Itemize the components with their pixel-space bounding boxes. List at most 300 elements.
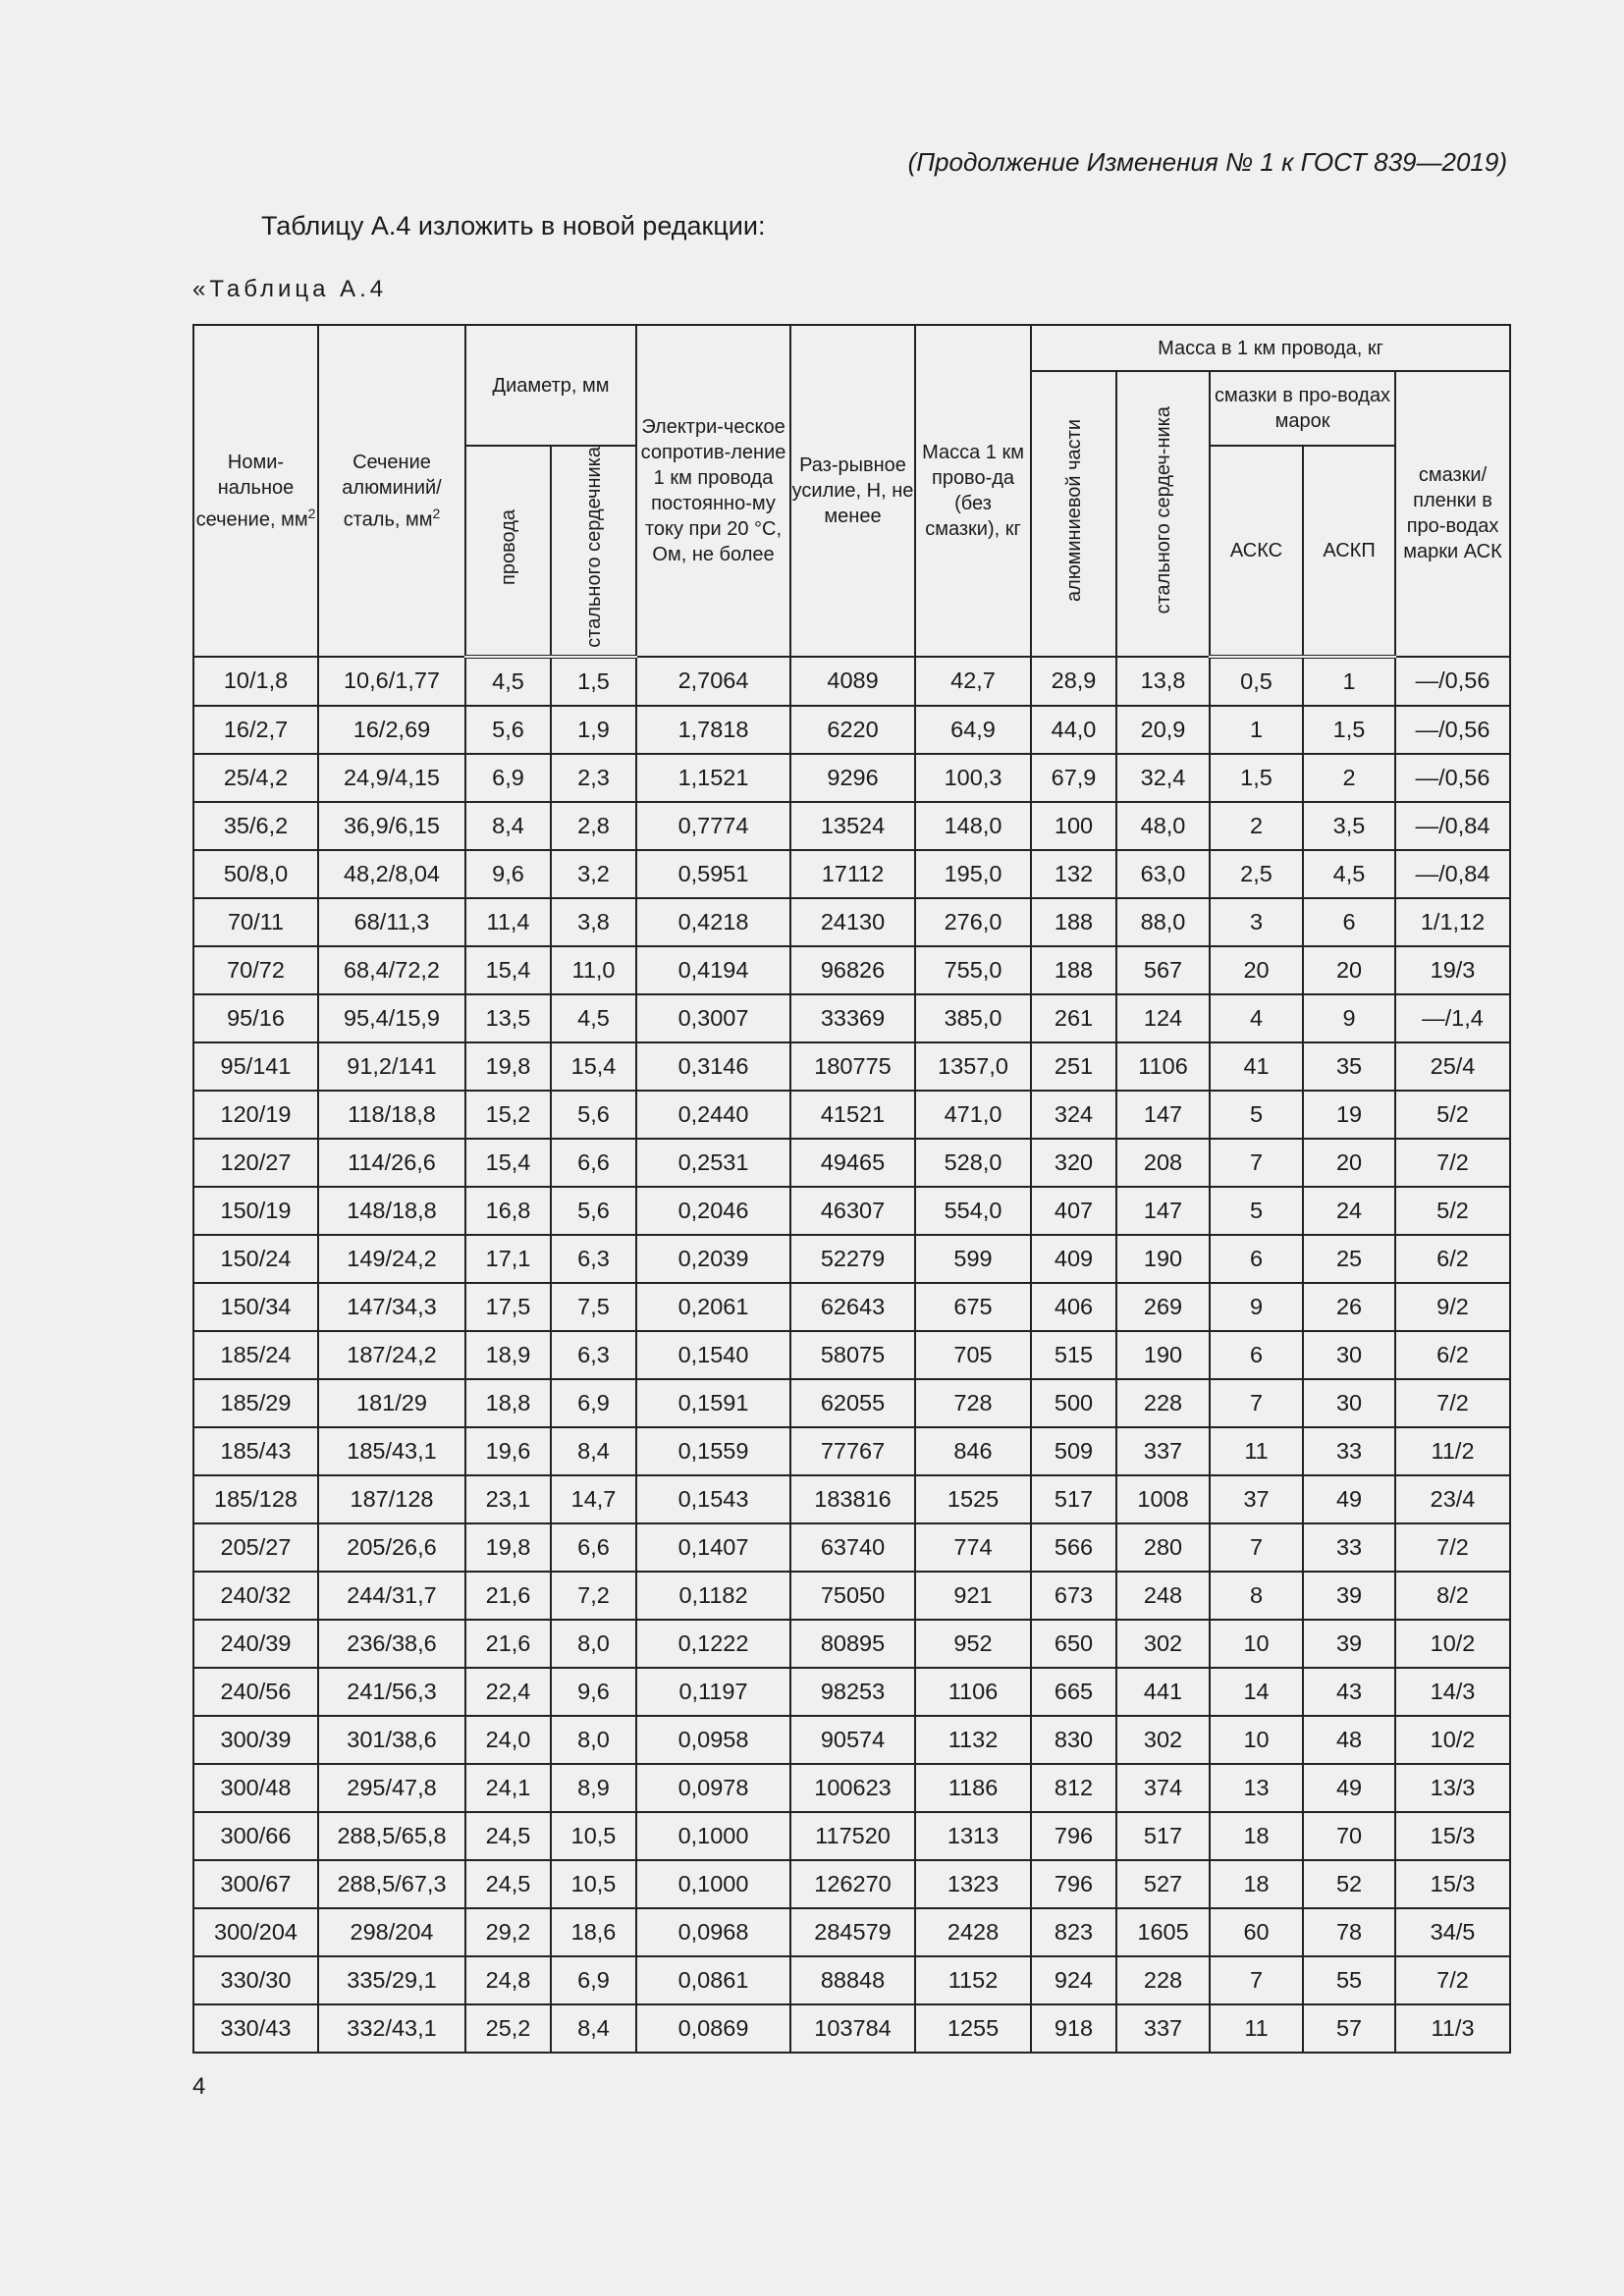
table-cell: 205/27 xyxy=(193,1523,318,1572)
table-cell: 952 xyxy=(915,1620,1031,1668)
table-cell: 0,5 xyxy=(1210,657,1303,706)
table-cell: 6,3 xyxy=(551,1235,636,1283)
table-cell: 95/16 xyxy=(193,994,318,1042)
table-cell: 337 xyxy=(1116,2004,1210,2053)
header-diameter-wire: провода xyxy=(465,446,551,657)
table-cell: 7/2 xyxy=(1395,1139,1510,1187)
table-cell: 185/29 xyxy=(193,1379,318,1427)
table-cell: 1/1,12 xyxy=(1395,898,1510,946)
table-cell: 335/29,1 xyxy=(318,1956,465,2004)
table-cell: 295/47,8 xyxy=(318,1764,465,1812)
table-cell: 228 xyxy=(1116,1379,1210,1427)
table-cell: 240/56 xyxy=(193,1668,318,1716)
table-cell: 91,2/141 xyxy=(318,1042,465,1091)
table-cell: 3,5 xyxy=(1303,802,1395,850)
table-cell: 147 xyxy=(1116,1187,1210,1235)
table-cell: 15,4 xyxy=(465,1139,551,1187)
table-cell: 10 xyxy=(1210,1716,1303,1764)
table-cell: 599 xyxy=(915,1235,1031,1283)
table-cell: 149/24,2 xyxy=(318,1235,465,1283)
table-row xyxy=(193,1523,1510,1572)
table-cell: 7 xyxy=(1210,1379,1303,1427)
table-cell: 24,8 xyxy=(465,1956,551,2004)
table-cell: 32,4 xyxy=(1116,754,1210,802)
header-diameter: Диаметр, мм xyxy=(465,325,636,446)
table-cell: 774 xyxy=(915,1523,1031,1572)
table-cell: 68,4/72,2 xyxy=(318,946,465,994)
table-cell: 0,2046 xyxy=(636,1187,790,1235)
table-cell: 13 xyxy=(1210,1764,1303,1812)
header-ackp: АСКП xyxy=(1303,446,1395,657)
table-cell: 11,0 xyxy=(551,946,636,994)
table-cell: 300/67 xyxy=(193,1860,318,1908)
table-cell: 68/11,3 xyxy=(318,898,465,946)
table-cell: 24 xyxy=(1303,1187,1395,1235)
table-cell: 75050 xyxy=(790,1572,915,1620)
table-cell: 188 xyxy=(1031,898,1116,946)
table-cell: 62643 xyxy=(790,1283,915,1331)
header-resistance: Электри-ческое сопротив-ление 1 км провода постоянно-му току при 20 °С, Ом, не более xyxy=(636,325,790,657)
table-cell: 205/26,6 xyxy=(318,1523,465,1572)
table-cell: 126270 xyxy=(790,1860,915,1908)
header-nominal-section: Номи-нальное сечение, $мм^2$ xyxy=(193,325,318,657)
table-cell: 185/43 xyxy=(193,1427,318,1475)
table-row xyxy=(193,2004,1510,2053)
table-cell: 20 xyxy=(1210,946,1303,994)
table-cell: 24,5 xyxy=(465,1860,551,1908)
table-cell: 120/19 xyxy=(193,1091,318,1139)
table-row xyxy=(193,946,1510,994)
table-cell: 0,4194 xyxy=(636,946,790,994)
table-cell: 185/43,1 xyxy=(318,1427,465,1475)
table-cell: 180775 xyxy=(790,1042,915,1091)
table-cell: 566 xyxy=(1031,1523,1116,1572)
table-cell: 515 xyxy=(1031,1331,1116,1379)
table-cell: 150/34 xyxy=(193,1283,318,1331)
table-cell: 39 xyxy=(1303,1572,1395,1620)
table-cell: 9296 xyxy=(790,754,915,802)
table-cell: 70 xyxy=(1303,1812,1395,1860)
table-cell: 0,1407 xyxy=(636,1523,790,1572)
table-cell: 48,2/8,04 xyxy=(318,850,465,898)
table-row xyxy=(193,1235,1510,1283)
table-cell: 10 xyxy=(1210,1620,1303,1668)
header-grease-film-ack: смазки/ пленки в про-водах марки АСК xyxy=(1395,371,1510,657)
table-cell: 190 xyxy=(1116,1235,1210,1283)
table-cell: 24,1 xyxy=(465,1764,551,1812)
table-cell: 5 xyxy=(1210,1091,1303,1139)
table-cell: 48 xyxy=(1303,1716,1395,1764)
table-cell: 0,1540 xyxy=(636,1331,790,1379)
header-mass-aluminium: алюминиевой части xyxy=(1031,371,1116,657)
table-cell: 1106 xyxy=(915,1668,1031,1716)
header-mass-no-grease: Масса 1 км прово-да (без смазки), кг xyxy=(915,325,1031,657)
table-cell: 6,9 xyxy=(551,1956,636,2004)
table-cell: 41 xyxy=(1210,1042,1303,1091)
table-cell: 1 xyxy=(1303,657,1395,706)
table-row xyxy=(193,1139,1510,1187)
table-cell: 15,4 xyxy=(465,946,551,994)
table-cell: 1,7818 xyxy=(636,706,790,754)
table-cell: 16/2,7 xyxy=(193,706,318,754)
table-cell: 248 xyxy=(1116,1572,1210,1620)
table-cell: 528,0 xyxy=(915,1139,1031,1187)
table-cell: 46307 xyxy=(790,1187,915,1235)
table-cell: 409 xyxy=(1031,1235,1116,1283)
table-cell: 812 xyxy=(1031,1764,1116,1812)
table-cell: 1,5 xyxy=(551,657,636,706)
table-cell: 921 xyxy=(915,1572,1031,1620)
table-cell: 63,0 xyxy=(1116,850,1210,898)
table-cell: 208 xyxy=(1116,1139,1210,1187)
table-cell: 554,0 xyxy=(915,1187,1031,1235)
table-cell: 830 xyxy=(1031,1716,1116,1764)
table-cell: 132 xyxy=(1031,850,1116,898)
table-cell: 95,4/15,9 xyxy=(318,994,465,1042)
table-cell: 52 xyxy=(1303,1860,1395,1908)
table-cell: —/0,56 xyxy=(1395,706,1510,754)
table-cell: 57 xyxy=(1303,2004,1395,2053)
table-row xyxy=(193,1812,1510,1860)
table-cell: 3,8 xyxy=(551,898,636,946)
table-cell: 284579 xyxy=(790,1908,915,1956)
table-cell: 49465 xyxy=(790,1139,915,1187)
table-cell: 39 xyxy=(1303,1620,1395,1668)
table-cell: 150/19 xyxy=(193,1187,318,1235)
table-cell: 6,9 xyxy=(551,1379,636,1427)
table-cell: 300/39 xyxy=(193,1716,318,1764)
table-cell: 7 xyxy=(1210,1956,1303,2004)
table-cell: 118/18,8 xyxy=(318,1091,465,1139)
table-row xyxy=(193,898,1510,946)
table-cell: 300/204 xyxy=(193,1908,318,1956)
table-cell: 7/2 xyxy=(1395,1956,1510,2004)
table-cell: 8,9 xyxy=(551,1764,636,1812)
table-cell: 25,2 xyxy=(465,2004,551,2053)
table-cell: 1,5 xyxy=(1303,706,1395,754)
table-cell: 11/2 xyxy=(1395,1427,1510,1475)
table-cell: 18,9 xyxy=(465,1331,551,1379)
table-cell: 1,1521 xyxy=(636,754,790,802)
table-cell: 320 xyxy=(1031,1139,1116,1187)
table-cell: 35 xyxy=(1303,1042,1395,1091)
table-cell: 1186 xyxy=(915,1764,1031,1812)
table-cell: 509 xyxy=(1031,1427,1116,1475)
table-cell: —/0,56 xyxy=(1395,657,1510,706)
table-cell: 0,0968 xyxy=(636,1908,790,1956)
table-cell: 8,4 xyxy=(465,802,551,850)
table-cell: 23,1 xyxy=(465,1475,551,1523)
table-cell: 6,6 xyxy=(551,1139,636,1187)
page-number: 4 xyxy=(192,2073,206,2100)
table-cell: 1,5 xyxy=(1210,754,1303,802)
table-cell: 148/18,8 xyxy=(318,1187,465,1235)
table-cell: 517 xyxy=(1116,1812,1210,1860)
table-cell: 22,4 xyxy=(465,1668,551,1716)
table-cell: 0,1182 xyxy=(636,1572,790,1620)
table-cell: 9 xyxy=(1210,1283,1303,1331)
table-cell: 298/204 xyxy=(318,1908,465,1956)
table-cell: 2,7064 xyxy=(636,657,790,706)
table-row xyxy=(193,657,1510,706)
table-cell: 0,1222 xyxy=(636,1620,790,1668)
table-cell: 183816 xyxy=(790,1475,915,1523)
table-cell: 24,5 xyxy=(465,1812,551,1860)
table-row xyxy=(193,1091,1510,1139)
table-cell: 5,6 xyxy=(551,1187,636,1235)
table-cell: —/0,84 xyxy=(1395,850,1510,898)
table-cell: 2 xyxy=(1210,802,1303,850)
table-cell: 58075 xyxy=(790,1331,915,1379)
table-cell: 7 xyxy=(1210,1523,1303,1572)
table-cell: 24,0 xyxy=(465,1716,551,1764)
table-cell: 17,1 xyxy=(465,1235,551,1283)
table-cell: 471,0 xyxy=(915,1091,1031,1139)
table-cell: 650 xyxy=(1031,1620,1116,1668)
table-cell: 244/31,7 xyxy=(318,1572,465,1620)
table-cell: 276,0 xyxy=(915,898,1031,946)
table-cell: 0,1197 xyxy=(636,1668,790,1716)
table-cell: 0,1000 xyxy=(636,1860,790,1908)
table-cell: 6,6 xyxy=(551,1523,636,1572)
table-cell: 6,9 xyxy=(465,754,551,802)
table-cell: 1152 xyxy=(915,1956,1031,2004)
table-row xyxy=(193,1668,1510,1716)
header-grease-group: смазки в про-водах марок xyxy=(1210,371,1395,446)
table-cell: 147 xyxy=(1116,1091,1210,1139)
table-cell: 181/29 xyxy=(318,1379,465,1427)
table-cell: 18 xyxy=(1210,1860,1303,1908)
table-cell: 120/27 xyxy=(193,1139,318,1187)
table-cell: 7,2 xyxy=(551,1572,636,1620)
table-cell: 10/2 xyxy=(1395,1716,1510,1764)
table-row xyxy=(193,1187,1510,1235)
table-cell: 16,8 xyxy=(465,1187,551,1235)
table-cell: 29,2 xyxy=(465,1908,551,1956)
table-row xyxy=(193,1620,1510,1668)
table-cell: 19,8 xyxy=(465,1523,551,1572)
table-cell: 33 xyxy=(1303,1427,1395,1475)
table-cell: 5/2 xyxy=(1395,1091,1510,1139)
table-cell: 918 xyxy=(1031,2004,1116,2053)
table-cell: 1,9 xyxy=(551,706,636,754)
table-row xyxy=(193,1331,1510,1379)
table-cell: 114/26,6 xyxy=(318,1139,465,1187)
table-cell: 62055 xyxy=(790,1379,915,1427)
table-cell: 6 xyxy=(1303,898,1395,946)
table-cell: 240/39 xyxy=(193,1620,318,1668)
table-cell: 150/24 xyxy=(193,1235,318,1283)
table-cell: 0,1000 xyxy=(636,1812,790,1860)
table-cell: 4,5 xyxy=(1303,850,1395,898)
table-cell: 148,0 xyxy=(915,802,1031,850)
table-cell: 1 xyxy=(1210,706,1303,754)
table-cell: 190 xyxy=(1116,1331,1210,1379)
table-cell: 36,9/6,15 xyxy=(318,802,465,850)
table-cell: 19/3 xyxy=(1395,946,1510,994)
table-cell: —/0,56 xyxy=(1395,754,1510,802)
table-cell: 18,8 xyxy=(465,1379,551,1427)
table-cell: 100623 xyxy=(790,1764,915,1812)
table-cell: 98253 xyxy=(790,1668,915,1716)
table-cell: 10,5 xyxy=(551,1860,636,1908)
table-cell: —/0,84 xyxy=(1395,802,1510,850)
table-cell: 48,0 xyxy=(1116,802,1210,850)
table-cell: 280 xyxy=(1116,1523,1210,1572)
table-cell: 7/2 xyxy=(1395,1523,1510,1572)
table-cell: 4089 xyxy=(790,657,915,706)
table-row xyxy=(193,1908,1510,1956)
table-cell: 7/2 xyxy=(1395,1379,1510,1427)
table-cell: 11 xyxy=(1210,2004,1303,2053)
table-cell: 5,6 xyxy=(551,1091,636,1139)
table-cell: 10/2 xyxy=(1395,1620,1510,1668)
table-cell: 10,5 xyxy=(551,1812,636,1860)
table-cell: 42,7 xyxy=(915,657,1031,706)
table-cell: 2,8 xyxy=(551,802,636,850)
table-cell: 64,9 xyxy=(915,706,1031,754)
table-cell: 44,0 xyxy=(1031,706,1116,754)
table-cell: 240/32 xyxy=(193,1572,318,1620)
table-cell: 2,3 xyxy=(551,754,636,802)
table-cell: 14 xyxy=(1210,1668,1303,1716)
table-cell: 5/2 xyxy=(1395,1187,1510,1235)
table-cell: 1132 xyxy=(915,1716,1031,1764)
table-cell: 0,0861 xyxy=(636,1956,790,2004)
table-cell: 6/2 xyxy=(1395,1331,1510,1379)
table-cell: 241/56,3 xyxy=(318,1668,465,1716)
table-cell: 288,5/65,8 xyxy=(318,1812,465,1860)
table-row xyxy=(193,850,1510,898)
table-row xyxy=(193,802,1510,850)
table-cell: 17,5 xyxy=(465,1283,551,1331)
table-cell: 13,8 xyxy=(1116,657,1210,706)
table-cell: 15,2 xyxy=(465,1091,551,1139)
table-cell: 8,0 xyxy=(551,1716,636,1764)
table-cell: 755,0 xyxy=(915,946,1031,994)
table-cell: 1255 xyxy=(915,2004,1031,2053)
table-cell: 25/4 xyxy=(1395,1042,1510,1091)
table-row xyxy=(193,1379,1510,1427)
table-cell: 52279 xyxy=(790,1235,915,1283)
table-cell: 261 xyxy=(1031,994,1116,1042)
table-row xyxy=(193,1956,1510,2004)
table-cell: 88,0 xyxy=(1116,898,1210,946)
table-cell: 332/43,1 xyxy=(318,2004,465,2053)
table-cell: 0,1591 xyxy=(636,1379,790,1427)
table-cell: 337 xyxy=(1116,1427,1210,1475)
table-cell: 385,0 xyxy=(915,994,1031,1042)
table-cell: 55 xyxy=(1303,1956,1395,2004)
table-row xyxy=(193,1716,1510,1764)
table-row xyxy=(193,1475,1510,1523)
table-cell: 0,0958 xyxy=(636,1716,790,1764)
table-cell: 15/3 xyxy=(1395,1860,1510,1908)
table-cell: 3 xyxy=(1210,898,1303,946)
table-cell: 228 xyxy=(1116,1956,1210,2004)
table-cell: 7,5 xyxy=(551,1283,636,1331)
continuation-note: (Продолжение Изменения № 1 к ГОСТ 839—2019) xyxy=(907,147,1507,177)
table-cell: 50/8,0 xyxy=(193,850,318,898)
table-cell: 11 xyxy=(1210,1427,1303,1475)
table-cell: 19,6 xyxy=(465,1427,551,1475)
table-cell: 19,8 xyxy=(465,1042,551,1091)
table-cell: 195,0 xyxy=(915,850,1031,898)
table-cell: 8,4 xyxy=(551,1427,636,1475)
table-cell: 2,5 xyxy=(1210,850,1303,898)
table-cell: 6220 xyxy=(790,706,915,754)
table-cell: 7 xyxy=(1210,1139,1303,1187)
table-cell: 8,4 xyxy=(551,2004,636,2053)
table-cell: 406 xyxy=(1031,1283,1116,1331)
table-cell: 18,6 xyxy=(551,1908,636,1956)
table-cell: 374 xyxy=(1116,1764,1210,1812)
table-cell: 18 xyxy=(1210,1812,1303,1860)
table-cell: 500 xyxy=(1031,1379,1116,1427)
table-row xyxy=(193,1283,1510,1331)
table-cell: 33 xyxy=(1303,1523,1395,1572)
table-cell: 103784 xyxy=(790,2004,915,2053)
table-cell: 673 xyxy=(1031,1572,1116,1620)
table-cell: 124 xyxy=(1116,994,1210,1042)
table-cell: 1008 xyxy=(1116,1475,1210,1523)
table-cell: 100 xyxy=(1031,802,1116,850)
table-row xyxy=(193,994,1510,1042)
table-cell: 567 xyxy=(1116,946,1210,994)
table-cell: 188 xyxy=(1031,946,1116,994)
table-cell: 25 xyxy=(1303,1235,1395,1283)
table-cell: 300/48 xyxy=(193,1764,318,1812)
table-cell: 517 xyxy=(1031,1475,1116,1523)
table-cell: 49 xyxy=(1303,1764,1395,1812)
table-cell: 0,3146 xyxy=(636,1042,790,1091)
table-cell: 3,2 xyxy=(551,850,636,898)
table-cell: 1525 xyxy=(915,1475,1031,1523)
table-cell: 6,3 xyxy=(551,1331,636,1379)
table-cell: 117520 xyxy=(790,1812,915,1860)
table-cell: 30 xyxy=(1303,1331,1395,1379)
table-cell: 0,1543 xyxy=(636,1475,790,1523)
table-cell: 0,4218 xyxy=(636,898,790,946)
header-breaking-force: Раз-рывное усилие, Н, не менее xyxy=(790,325,915,657)
table-cell: 80895 xyxy=(790,1620,915,1668)
table-cell: 30 xyxy=(1303,1379,1395,1427)
table-body xyxy=(193,657,1510,2053)
table-cell: 9,6 xyxy=(551,1668,636,1716)
table-cell: 441 xyxy=(1116,1668,1210,1716)
table-cell: 17112 xyxy=(790,850,915,898)
table-cell: 26 xyxy=(1303,1283,1395,1331)
table-cell: 330/43 xyxy=(193,2004,318,2053)
table-cell: 13,5 xyxy=(465,994,551,1042)
table-cell: 21,6 xyxy=(465,1620,551,1668)
table-row xyxy=(193,754,1510,802)
table-cell: 70/72 xyxy=(193,946,318,994)
table-cell: 665 xyxy=(1031,1668,1116,1716)
table-cell: 0,3007 xyxy=(636,994,790,1042)
table-cell: —/1,4 xyxy=(1395,994,1510,1042)
table-cell: 236/38,6 xyxy=(318,1620,465,1668)
table-cell: 1357,0 xyxy=(915,1042,1031,1091)
table-cell: 5 xyxy=(1210,1187,1303,1235)
table-cell: 43 xyxy=(1303,1668,1395,1716)
table-cell: 0,2039 xyxy=(636,1235,790,1283)
table-cell: 10/1,8 xyxy=(193,657,318,706)
table-cell: 0,0978 xyxy=(636,1764,790,1812)
table-cell: 14/3 xyxy=(1395,1668,1510,1716)
table-cell: 185/128 xyxy=(193,1475,318,1523)
table-cell: 15/3 xyxy=(1395,1812,1510,1860)
